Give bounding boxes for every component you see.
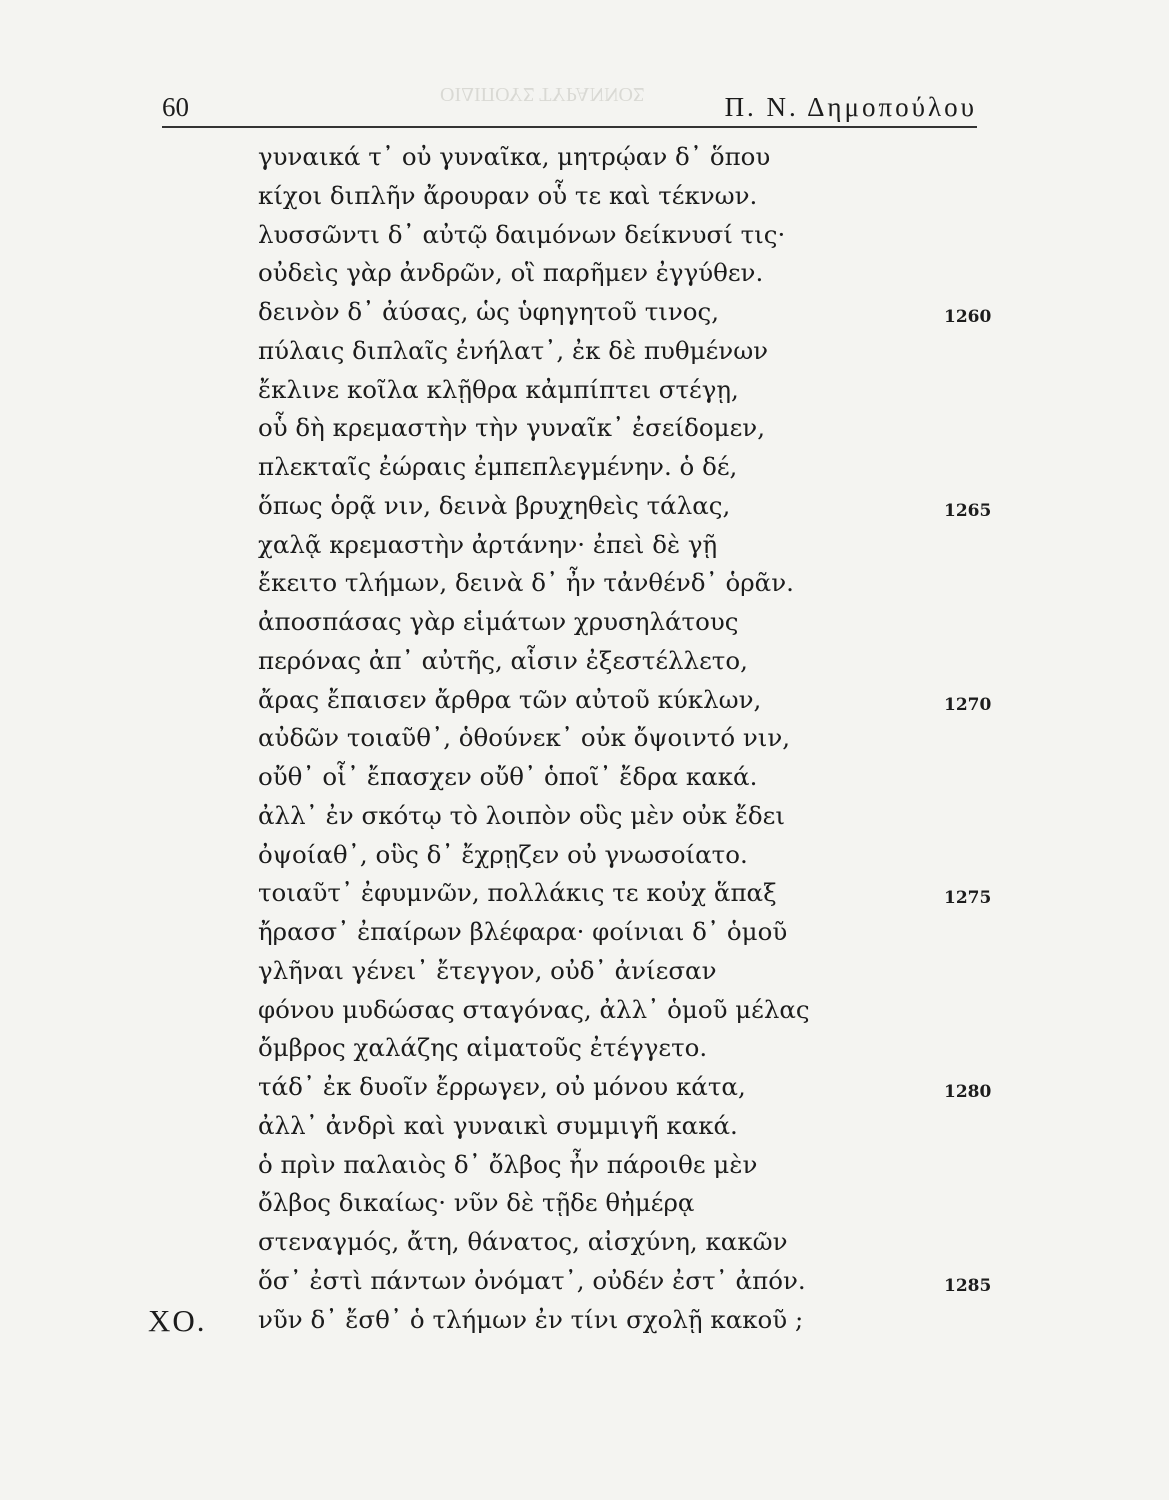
verse-text: ὄλβος δικαίως· νῦν δὲ τῇδε θἠμέρᾳ bbox=[258, 1188, 695, 1218]
line-number: 1260 bbox=[944, 307, 992, 327]
verse-text: τοιαῦτ᾽ ἐφυμνῶν, πολλάκις τε κοὐχ ἅπαξ bbox=[258, 878, 777, 908]
verse-text: ἀλλ᾽ ἐν σκότῳ τὸ λοιπὸν οὓς μὲν οὐκ ἔδει bbox=[258, 800, 785, 830]
line-number: 1270 bbox=[944, 694, 992, 715]
verse-text: κίχοι διπλῆν ἄρουραν οὗ τε καὶ τέκνων. bbox=[258, 180, 758, 210]
verse-text: ὀψοίαθ᾽, οὓς δ᾽ ἔχρῃζεν οὐ γνωσοίατο. bbox=[258, 839, 748, 869]
verse-text: οὔθ᾽ οἷ᾽ ἔπασχεν οὔθ᾽ ὁποῖ᾽ ἔδρα κακά. bbox=[258, 762, 758, 791]
line-number: 1275 bbox=[944, 888, 992, 909]
verse-text: ἔκλινε κοῖλα κλῇθρα κἀμπίπτει στέγῃ, bbox=[258, 374, 739, 404]
line-number: 1280 bbox=[944, 1082, 992, 1102]
verse-line bbox=[0, 1302, 1169, 1353]
verse-text: πύλαις διπλαῖς ἐνήλατ᾽, ἐκ δὲ πυθμένων bbox=[258, 335, 769, 365]
line-number: 1285 bbox=[944, 1275, 992, 1296]
verse-text: ὅπως ὁρᾷ νιν, δεινὰ βρυχηθεὶς τάλας, bbox=[258, 490, 731, 520]
verse-text: ὅσ᾽ ἐστὶ πάντων ὀνόματ᾽, οὐδέν ἐστ᾽ ἀπόν. bbox=[258, 1265, 806, 1295]
verse-text: οὐδεὶς γὰρ ἀνδρῶν, οἳ παρῆμεν ἐγγύθεν. bbox=[258, 258, 764, 288]
verse-text: γλῆναι γένει᾽ ἔτεγγον, οὐδ᾽ ἀνίεσαν bbox=[258, 955, 717, 985]
running-head: Π. Ν. Δημοπούλου bbox=[724, 92, 977, 122]
verse-text: φόνου μυδώσας σταγόνας, ἀλλ᾽ ὁμοῦ μέλας bbox=[258, 994, 810, 1024]
verse-text: στεναγμός, ἄτη, θάνατος, αἰσχύνη, κακῶν bbox=[258, 1227, 788, 1256]
verse-text: ἔκειτο τλήμων, δεινὰ δ᾽ ἦν τἀνθένδ᾽ ὁρᾶν. bbox=[258, 568, 794, 598]
verse-text: γυναικά τ᾽ οὐ γυναῖκα, μητρῴαν δ᾽ ὅπου bbox=[258, 142, 771, 171]
verse-text: χαλᾷ κρεμαστὴν ἀρτάνην· ἐπεὶ δὲ γῇ bbox=[258, 529, 718, 559]
verse-text: ὁ πρὶν παλαιὸς δ᾽ ὄλβος ἦν πάροιθε μὲν bbox=[258, 1149, 758, 1179]
verse-text: νῦν δ᾽ ἔσθ᾽ ὁ τλήμων ἐν τίνι σχολῇ κακοῦ ; bbox=[258, 1304, 804, 1334]
verse-text: αὐδῶν τοιαῦθ᾽, ὁθούνεκ᾽ οὐκ ὄψοιντό νιν, bbox=[258, 723, 791, 753]
page-number: 60 bbox=[162, 92, 189, 122]
verse-text: περόνας ἀπ᾽ αὐτῆς, αἷσιν ἐξεστέλλετο, bbox=[258, 645, 748, 675]
verse-text: ἤρασσ᾽ ἐπαίρων βλέφαρα· φοίνιαι δ᾽ ὁμοῦ bbox=[258, 917, 788, 946]
verse-text: ἀποσπάσας γὰρ εἱμάτων χρυσηλάτους bbox=[258, 607, 739, 636]
verse-text: οὗ δὴ κρεμαστὴν τὴν γυναῖκ᾽ ἐσείδομεν, bbox=[258, 413, 765, 443]
verse-text: πλεκταῖς ἐώραις ἐμπεπλεγμένην. ὁ δέ, bbox=[258, 452, 738, 481]
verse-text: ἀλλ᾽ ἀνδρὶ καὶ γυναικὶ συμμιγῆ κακά. bbox=[258, 1110, 738, 1140]
line-number: 1265 bbox=[944, 500, 992, 521]
verse-text: λυσσῶντι δ᾽ αὐτῷ δαιμόνων δείκνυσί τις· bbox=[258, 219, 786, 249]
verse-text: ὄμβρος χαλάζης αἱματοῦς ἐτέγγετο. bbox=[258, 1033, 708, 1063]
page-header bbox=[162, 92, 977, 128]
speaker-label: ΧΟ. bbox=[148, 1302, 207, 1338]
verse-text: δεινὸν δ᾽ ἀύσας, ὡς ὑφηγητοῦ τινος, bbox=[258, 297, 720, 326]
bleed-through-text: ΟΙΔΙΠΟΥΣ ΤΥΡΑΝΝΟΣ bbox=[440, 83, 645, 105]
verse-text: τάδ᾽ ἐκ δυοῖν ἔρρωγεν, οὐ μόνου κάτα, bbox=[258, 1072, 746, 1101]
verse-text: ἄρας ἔπαισεν ἄρθρα τῶν αὐτοῦ κύκλων, bbox=[258, 684, 762, 714]
